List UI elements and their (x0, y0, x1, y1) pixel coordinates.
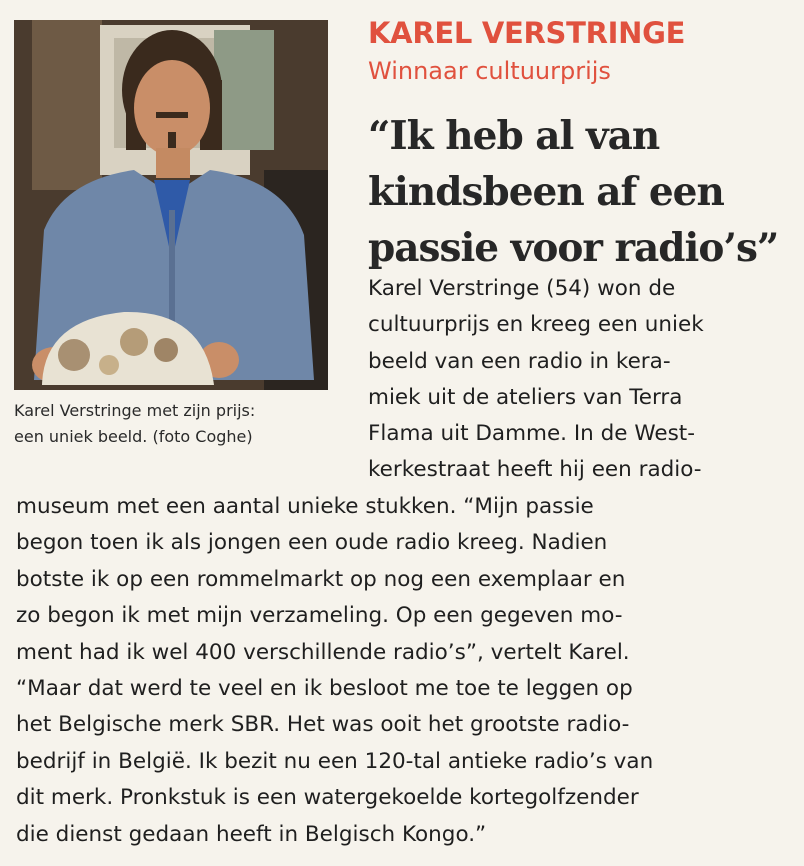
body-line: begon toen ik als jongen een oude radio kreeg. Nadien (16, 530, 608, 555)
headline-line: kindsbeen af een (368, 169, 724, 215)
article-kicker: KAREL VERSTRINGE (368, 16, 686, 50)
article-subtitle: Winnaar cultuurprijs (368, 57, 611, 85)
body-line: dit merk. Pronkstuk is een watergekoelde kortegolfzender (16, 785, 639, 810)
body-line: miek uit de ateliers van Terra (368, 385, 683, 410)
article-headline (368, 108, 778, 276)
body-line: het Belgische merk SBR. Het was ooit het grootste radio- (16, 712, 630, 737)
body-line: cultuurprijs en kreeg een uniek (368, 312, 704, 337)
body-line: die dienst gedaan heeft in Belgisch Kongo.” (16, 822, 487, 847)
photo-caption (14, 398, 344, 450)
body-line: beeld van een radio in kera- (368, 349, 671, 374)
headline-line: “Ik heb al van (368, 113, 660, 159)
article-photo (14, 20, 328, 390)
body-line: bedrijf in België. Ik bezit nu een 120-tal antieke radio’s van (16, 749, 654, 774)
body-line: museum met een aantal unieke stukken. “Mijn passie (16, 494, 594, 519)
body-line: kerkestraat heeft hij een radio- (368, 457, 702, 482)
photo-illustration (14, 20, 328, 390)
body-line: “Maar dat werd te veel en ik besloot me toe te leggen op (16, 676, 633, 701)
body-line: zo begon ik met mijn verzameling. Op een gegeven mo- (16, 603, 623, 628)
body-line: Flama uit Damme. In de West- (368, 421, 695, 446)
body-line: Karel Verstringe (54) won de (368, 276, 676, 301)
headline-line: passie voor radio’s” (368, 225, 779, 271)
caption-line: een uniek beeld. (foto Coghe) (14, 427, 253, 446)
caption-line: Karel Verstringe met zijn prijs: (14, 401, 256, 420)
body-line: botste ik op een rommelmarkt op nog een exemplaar en (16, 567, 626, 592)
body-line: ment had ik wel 400 verschillende radio’s”, vertelt Karel. (16, 640, 630, 665)
